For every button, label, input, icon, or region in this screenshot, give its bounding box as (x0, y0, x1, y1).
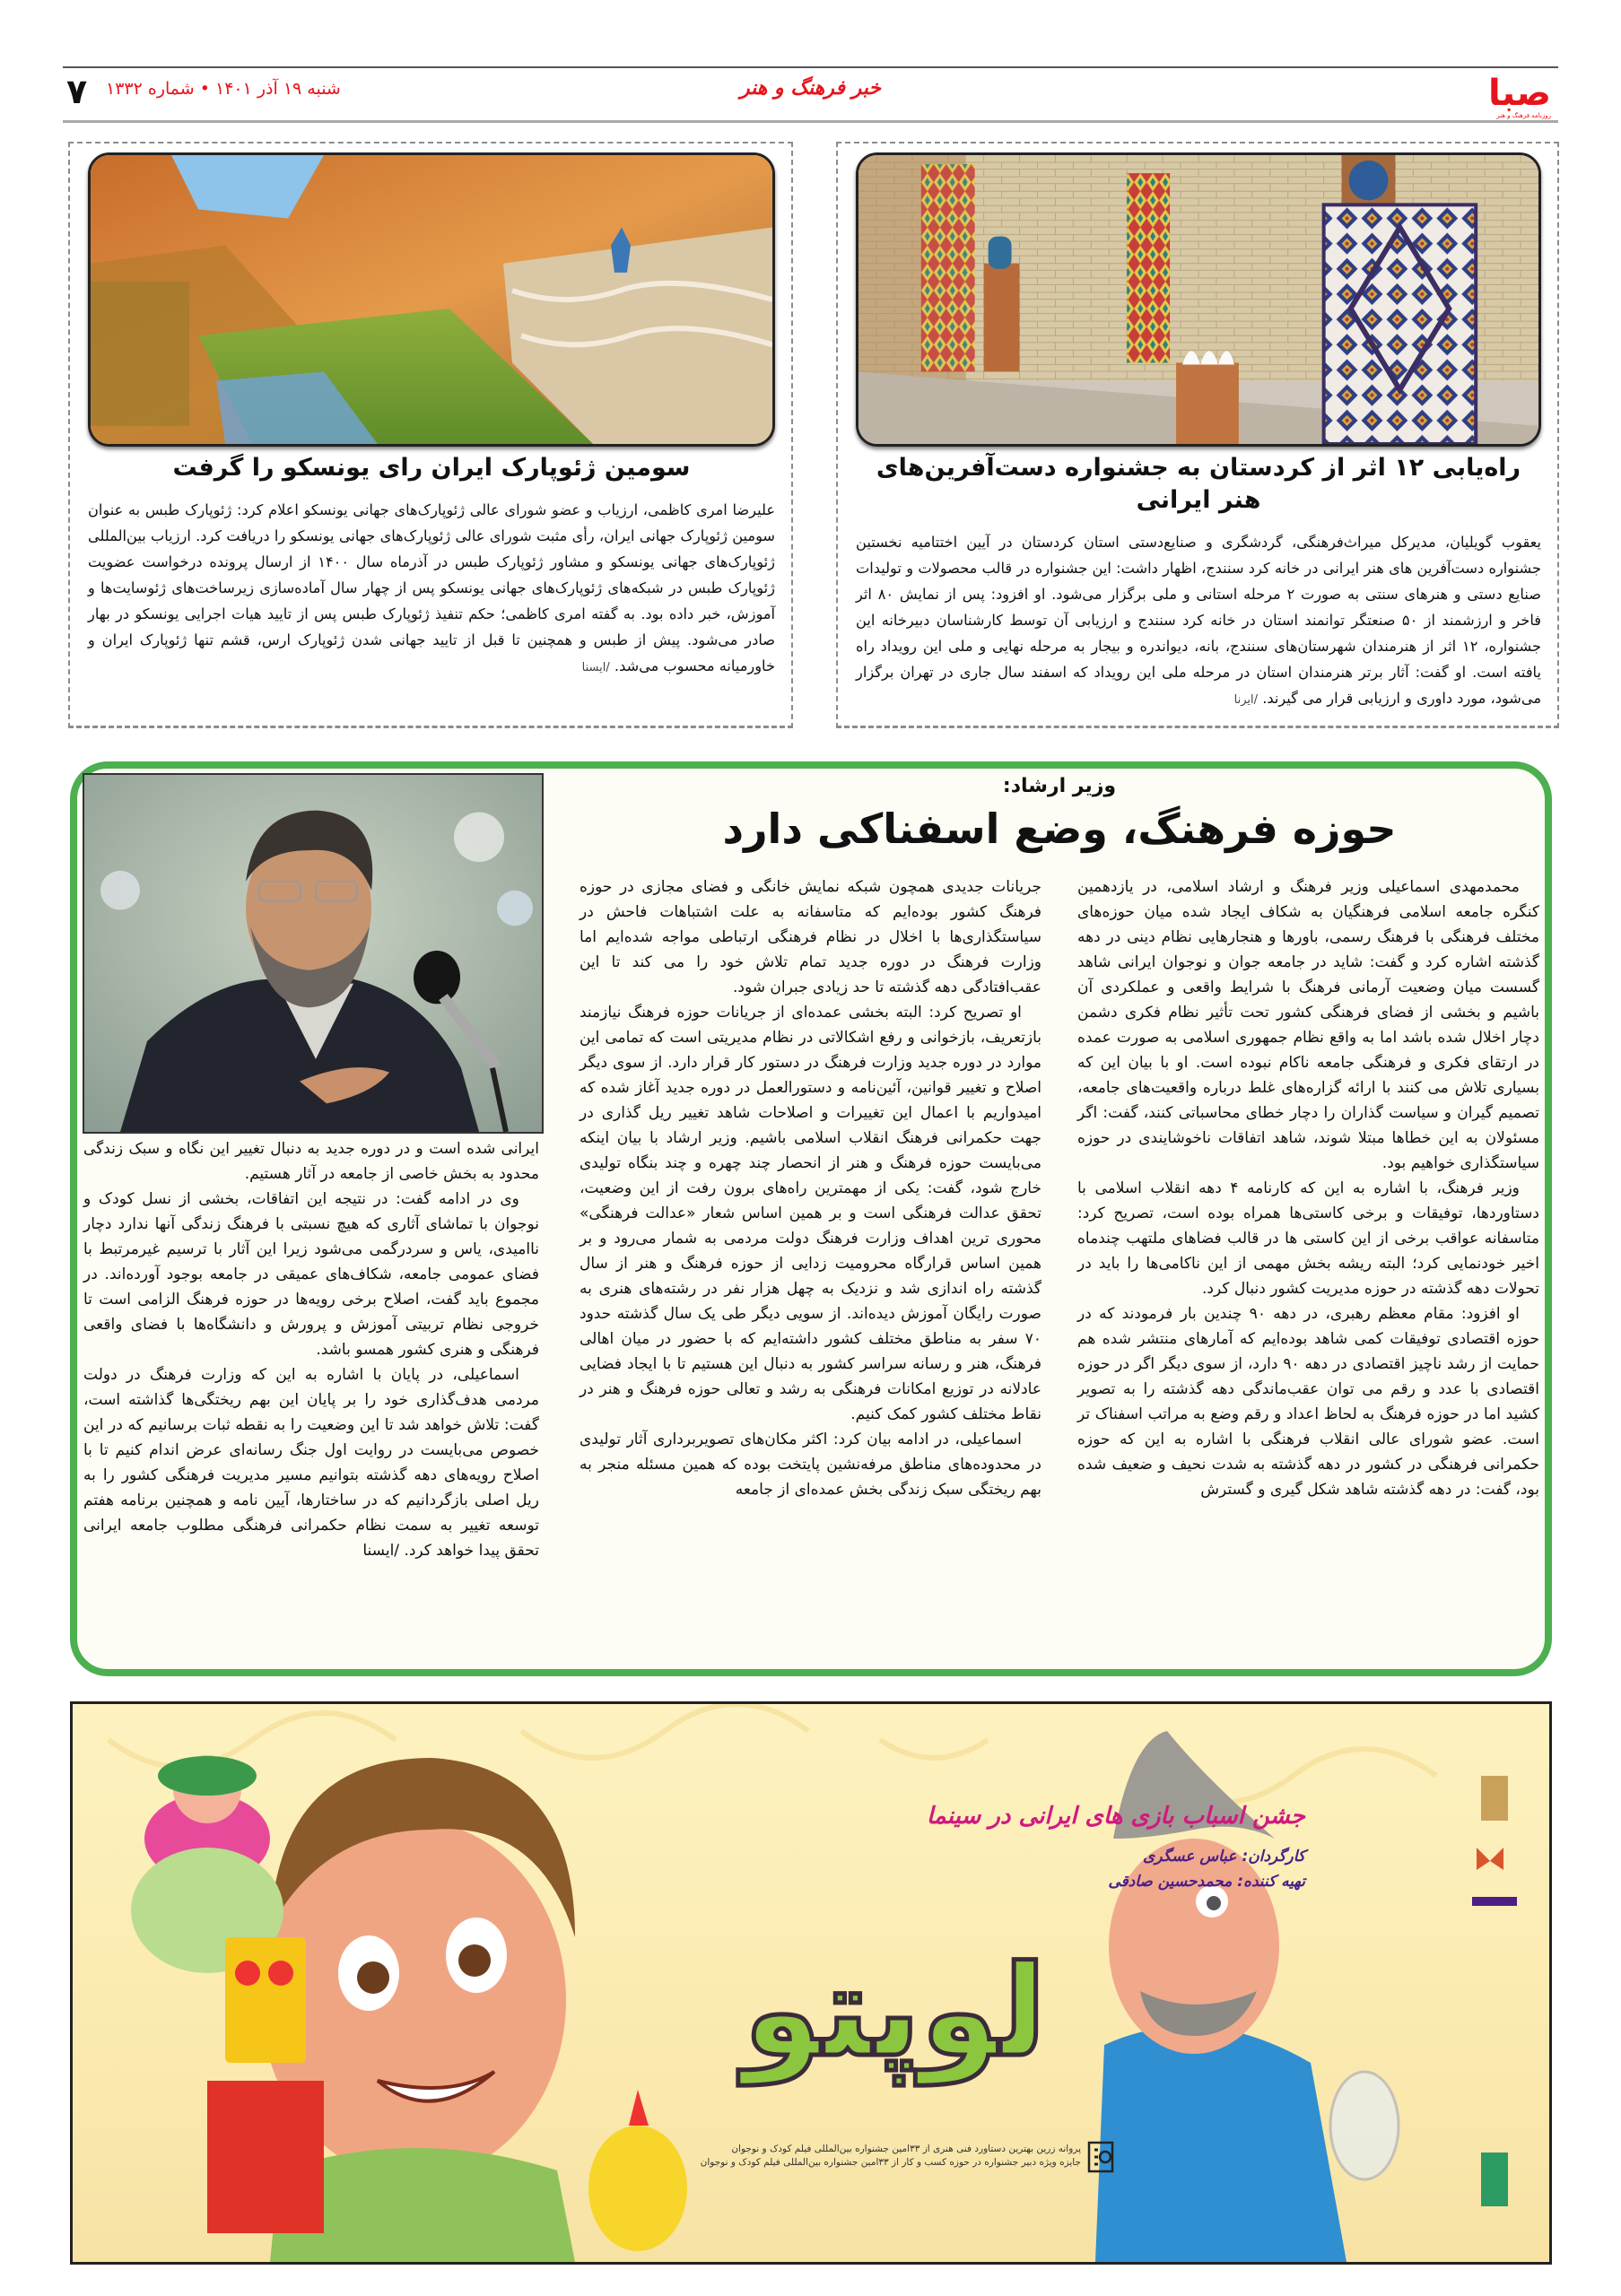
award-line: پروانه زرین بهترین دستاورد فنی هنری از ۳۳امین جشنواره بین‌المللی فیلم کودک و نوجوان (731, 2144, 1081, 2154)
feature-main-area (580, 773, 1539, 1502)
story-headline: سومین ژئوپارک ایران رای یونسکو را گرفت (172, 454, 691, 482)
director-credit (1143, 1847, 1305, 1866)
producer-credit (1108, 1872, 1305, 1892)
story-body-text: یعقوب گویلیان، مدیرکل میراث‌فرهنگی، گردشگری و صنایع‌دستی استان کردستان در آیین اختتامیه نخستین جشنواره دست‌آفرین های هنر ایرانی در خانه کرد سنندج، اظهار داشت: این جشنواره در قالب محصولات و تولیدات صنایع دستی و هنرهای سنتی به صورت ۲ مرحله استانی و ملی برگزار می‌شود. او افزود: پس از نمایش ۸۰ اثر فاخر و ارزشمند از ۵۰ صنعتگر توانمند استان در خانه کرد سنندج و ارزیابی آن توسط کارشناسان دبیرخانه این جشنواره، ۱۲ اثر از هنرمندان شهرستان‌های سنندج، بانه، دیواندره و بیجار به مرحله نهایی و ملی این رویداد راه یافته است. او گفت: آثار برتر هنرمندان استان در مرحله ملی این رویداد که اسفند سال جاری در تهران برگزار می‌شود، مورد داوری و ارزیابی قرار می گیرند. (856, 534, 1541, 707)
producer-label: تهیه کننده: (1237, 1873, 1305, 1891)
story-headline: راه‌یابی ۱۲ اثر از کردستان به جشنواره دست‌آفرین‌های هنر ایرانی (876, 454, 1521, 514)
director-name: عباس عسگری (1143, 1848, 1237, 1866)
minister-speaking-image (84, 775, 542, 1132)
award-lines (614, 2143, 1081, 2170)
paragraph: اسماعیلی، در ادامه بیان کرد: اکثر مکان‌های تصویربرداری آثار تولیدی در محدوده‌های مناطق مرفه‌نشین پایتخت بوده که همین مسئله منجر به بهم ریختگی سبک زندگی بخش عمده‌ای از جامعه (580, 1431, 1041, 1499)
paragraph: وزیر فرهنگ، با اشاره به این که کارنامه ۴ دهه انقلاب اسلامی با دستاوردها، توفیقات و برخی کاستی‌ها همراه بوده است، تصریح کرد: متاسفانه عواقب برخی از این کاستی ها در قالب فضاهای ملتهب چندماه اخیر خودنمایی کرد؛ البته ریشه بخش مهمی از این ناکامی‌ها را باید در تحولات دهه گذشته در حوزه مدیریت کشور دنبال کرد. (1077, 1179, 1539, 1298)
feature-headline: حوزه فرهنگ، وضع اسفناکی دارد (722, 804, 1397, 853)
film-title: لوپتو (743, 1939, 1047, 2085)
issue-dateline: شنبه ۱۹ آذر ۱۴۰۱ • شماره ۱۳۳۲ (106, 79, 341, 99)
story-body (856, 529, 1541, 713)
award-line: جایزه ویژه دبیر جشنواره در حوزه کسب و کار از ۳۳امین جشنواره بین‌المللی فیلم کودک و نوجوان (700, 2157, 1081, 2168)
feature-kicker: وزیر ارشاد: (1002, 775, 1117, 797)
minister-photo (83, 773, 544, 1134)
film-advertisement[interactable] (70, 1701, 1552, 2265)
feature-column-3 (83, 1136, 539, 1563)
producer-name: محمدحسین صادقی (1108, 1873, 1233, 1891)
paragraph: وی در ادامه گفت: در نتیجه این اتفاقات، بخشی از نسل کودک و نوجوان با تماشای آثاری که هیچ نسبتی با فرهنگ زندگی آنها ندارد دچار ناامیدی، یاس و سردرگمی می‌شود زیرا این آثار با ترسیم غیرمرتبط با فضای عمومی جامعه، شکاف‌های عمیقی در جامعه بوجود آورده‌اند. در مجموع باید گفت، اصلاح برخی رویه‌ها در حوزه فرهنگ الزامی است تا خروجی نظام تربیتی آموزش و پرورش و دانشگاه‌ها با فضای واقعی فرهنگی و هنری کشور همسو باشد. (83, 1190, 539, 1359)
paragraph-text: اسماعیلی، در پایان با اشاره به این که وزارت فرهنگ در دولت مردمی هدف‌گذاری خود را بر پایان این بهم ریختگی‌ها گذاشته است، گفت: تلاش خواهد شد تا این وضعیت را به نقطه ثبات برسانیم که در این خصوص می‌بایست در روایت اول جنگ رسانه‌ای عرض اندام کنیم تا با اصلاح رویه‌های دهه گذشته بتوانیم مسیر مدیریت فرهنگی کشور را به ریل اصلی بازگردانیم که در ساختارها، آیین نامه و همچنین برنامه هفتم توسعه تغییر به سمت نظام حکمرانی فرهنگی مطلوب جامعه ایرانی تحقق پیدا خواهد کرد. (83, 1366, 539, 1560)
story-geopark (68, 142, 793, 728)
canyon-image (91, 155, 772, 444)
story-body (88, 497, 775, 681)
top-stories-row (68, 142, 1559, 728)
news-agency-credit: /ایسنا (581, 661, 610, 674)
logo-wordmark: صبا (1488, 73, 1551, 114)
feature-column-2 (580, 874, 1041, 1502)
director-label: کارگردان: (1242, 1848, 1305, 1866)
ad-tagline: جشن اسباب بازی های ایرانی در سینما (926, 1803, 1305, 1830)
feature-left-column (83, 773, 544, 1563)
paragraph: او تصریح کرد: البته بخشی عمده‌ای از جریانات حوزه فرهنگ نیازمند بازتعریف، بازخوانی و رفع اشکالاتی در نظام مدیریتی است که تمامی این موارد در دوره جدید وزارت فرهنگ در دستور کار قرار دارد. از سوی دیگر اصلاح و تغییر قوانین، آئین‌نامه و دستورالعمل در دوره جدید آغاز شده که امیدواریم با اعمال این تغییرات و اصلاحات شاهد تغییر ریل گذاری در جهت حکمرانی فرهنگ انقلاب اسلامی باشیم. وزیر ارشاد با بیان اینکه می‌بایست حوزه فرهنگ و هنر از انحصار چند چهره و چند بنگاه تولیدی خارج شود، گفت: یکی از مهمترین راه‌های برون رفت از این وضعیت، تحقق عدالت فرهنگی است و بر همین اساس شعار «عدالت فرهنگی» محوری ترین اهداف وزارت فرهنگ دولت مردمی به شمار می‌رود و بر همین اساس قرارگاه محرومیت زدایی از حوزه فرهنگ و هنر از سال گذشته راه اندازی شد و نزدیک به چهل هزار نفر در رشته‌های هنری به صورت رایگان آموزش دیده‌اند. از سویی دیگر طی یک سال گذشته حدود ۷۰ سفر به مناطق مختلف کشور داشته‌ایم که با حضور در میان اهالی فرهنگ، هنر و رسانه سراسر کشور به دنبال این هستیم تا با ایجاد فضایی عادلانه در توزیع امکانات فرهنگی به رشد و تعالی حوزه فرهنگ و هنر در نقاط مختلف کشور کمک کنیم. (580, 1004, 1041, 1423)
handicrafts-exhibition-photo (856, 152, 1541, 447)
handicrafts-exhibition-image (858, 155, 1538, 444)
tabas-geopark-canyon-photo (88, 152, 775, 447)
film-festival-award-icon (1087, 2141, 1114, 2173)
news-agency-credit: /ایرنا (1233, 693, 1259, 707)
page-content (68, 0, 1559, 2283)
paragraph: او افزود: مقام معظم رهبری، در دهه ۹۰ چندین بار فرمودند که در حوزه اقتصادی توفیقات کمی شاهد بوده‌ایم که آمارهای منتشر شده هم حمایت از رشد ناچیز اقتصادی در دهه ۹۰ دارد، از سوی دیگر اگر در حوزه اقتصادی با عدد و رقم می توان عقب‌ماندگی دهه گذشته را به تصویر کشید اما در حوزه فرهنگ به لحاظ اعداد و رقم وضع به مراتب اسفناک تر است. عضو شورای عالی انقلاب فرهنگی با اشاره به این که حوزه حکمرانی فرهنگی در کشور در دهه گذشته به شدت نحیف و ضعیف شده بود، گفت: در دهه گذشته شاهد شکل گیری و گسترش (1077, 1305, 1539, 1499)
news-agency-credit: /ایسنا (362, 1542, 400, 1560)
story-body-text: علیرضا امری کاظمی، ارزیاب و عضو شورای عالی ژئوپارک‌های جهانی یونسکو اعلام کرد: ژئوپارک طبس به عنوان سومین ژئوپارک جهانی ایران، رأی مثبت شورای عالی ژئوپارک‌های جهانی یونسکو را دریافت کرد. ارزیاب بین‌المللی ژئوپارک‌های جهانی یونسکو و مشاور ژئوپارک طبس در آذرماه سال ۱۴۰۰ از ارسال پرونده درخواست عضویت ژئوپارک طبس در شبکه‌های ژئوپارک‌های جهانی یونسکو پس از چهار سال آماده‌سازی زیرساخت‌های ژئوسایت‌ها و آموزش، خبر داده بود. به گفته امری کاظمی؛ حکم تنفیذ ژئوپارک طبس پس از تایید هیات اجرایی یونسکو در بهار صادر می‌شود. پیش از طبس و همچنین تا قبل از تایید جهانی شدن ژئوپارک ارس، قشم تنها ژئوپارک ایران و خاورمیانه محسوب می‌شد. (88, 501, 775, 674)
feature-article-frame (70, 761, 1552, 1676)
paragraph: محمدمهدی اسماعیلی وزیر فرهنگ و ارشاد اسلامی، در یازدهمین کنگره جامعه اسلامی فرهنگیان به شکاف ایجاد شده میان حوزه‌های مختلف فرهنگی با فرهنگ رسمی، باورها و هنجارهایی نظام دینی در دهه گذشته اشاره کرد و گفت: شاید در جامعه جوان و نوجوان ایرانی شاهد گسست میان وضعیت آرمانی فرهنگ با شرایط واقعی و عملکردی آن باشیم و بخشی از فضای فرهنگی کشور تحت تأثیر نظام فکری دشمن دچار اخلال شده باشد اما به واقع نظام جمهوری اسلامی به صورت عمده در ارتقای فکری و فرهنگی جامعه ناکام نبوده است. او با بیان این که بسیاری تلاش می کنند با ارائه گزاره‌های غلط درباره واقعیت‌های جامعه، تصمیم گیران و سیاست گذاران را دچار خطای محاسباتی کنند، گفت: اگر مسئولان به این خطاها مبتلا شوند، شاهد اتفاقات ناخوشایندی در حوزه سیاستگذاری خواهیم بود. (1077, 878, 1539, 1172)
page-number: ۷ (66, 72, 88, 111)
paragraph: ایرانی شده است و در دوره جدید به دنبال تغییر این نگاه و سبک زندگی محدود به بخش خاصی از جامعه در آثار هستیم. (83, 1140, 539, 1183)
logo-subtitle: روزنامه فرهنگ و هنر (1496, 112, 1551, 119)
story-handicrafts (836, 142, 1559, 728)
section-title: خبر فرهنگ و هنر (740, 77, 881, 100)
paragraph: جریانات جدیدی همچون شبکه نمایش خانگی و فضای مجازی در حوزه فرهنگ کشور بوده‌ایم که متاسفانه به علت اشتباهات فاحش در سیاستگذاری‌ها با اخلال در نظام فرهنگی ارتباطی مواجه شده‌ایم اما وزارت فرهنگ در دوره جدید تمام تلاش خود را می کند تا این عقب‌افتادگی دهه گذشته تا حد زیادی جبران شود. (580, 878, 1041, 996)
feature-column-1 (1077, 874, 1539, 1502)
paragraph (83, 1362, 539, 1563)
film-title-logo (646, 1892, 1144, 2134)
feature-columns (580, 874, 1539, 1502)
